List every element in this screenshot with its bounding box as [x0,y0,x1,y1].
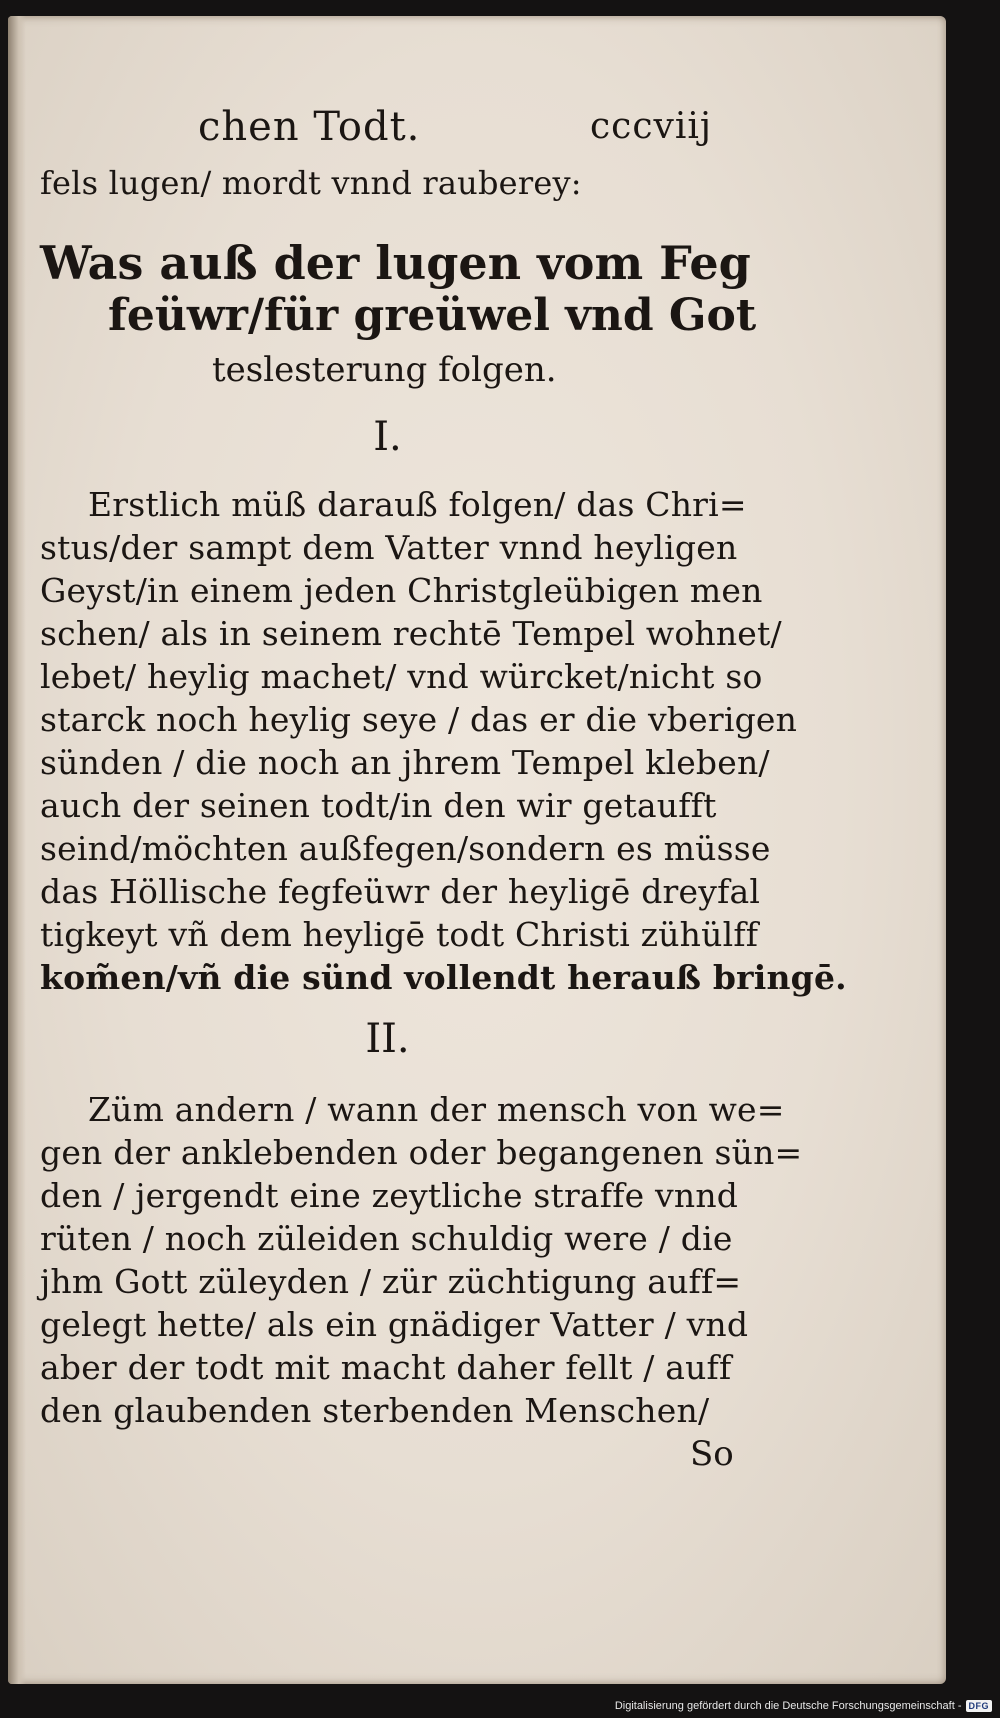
text-line: lebet/ heylig machet/ vnd würcket/nicht so [40,657,763,696]
text-line: Züm andern / wann der mensch von we= [88,1090,785,1129]
text-line: seind/möchten außfegen/sondern es müsse [40,829,771,868]
heading-line-1: Was auß der lugen vom Feg [40,236,751,290]
text-line: stus/der sampt dem Vatter vnnd heyligen [40,528,738,567]
text-line: sünden / die noch an jhrem Tempel kleben/ [40,743,770,782]
footer-text: Digitalisierung gefördert durch die Deutsche Forschungsgemeinschaft - [614,1700,962,1712]
intro-line: fels lugen/ mordt vnnd rauberey: [40,164,582,202]
text-line: starck noch heylig seye / das er die vberigen [40,700,798,739]
running-header: chen Todt. [198,104,421,150]
section-numeral-1: I. [373,414,402,460]
catchword: So [690,1434,734,1474]
text-line: Geyst/in einem jeden Christgleübigen men [40,571,763,610]
text-line: den glaubenden sterbenden Menschen/ [40,1391,710,1430]
dfg-logo-icon: DFG [966,1700,993,1712]
digitization-footer [615,1698,992,1714]
text-line: gen der anklebenden oder begangenen sün= [40,1133,803,1172]
text-line: aber der todt mit macht daher fellt / auff [40,1348,732,1387]
folio-number: cccviij [590,106,713,147]
text-line: tigkeyt vñ dem heyligē todt Christi zühülff [40,915,759,954]
text-line: schen/ als in seinem rechtē Tempel wohnet/ [40,614,782,653]
text-line: Erstlich müß darauß folgen/ das Chri= [88,485,747,524]
text-line: auch der seinen todt/in den wir getaufft [40,786,717,825]
text-line: jhm Gott züleyden / zür züchtigung auff= [40,1262,742,1301]
text-line: rüten / noch züleiden schuldig were / die [40,1219,733,1258]
page-gutter [8,16,26,1684]
text-line: kom̃en/vñ die sünd vollendt herauß bringē. [40,958,847,997]
heading-line-3: teslesterung folgen. [212,350,557,390]
heading-line-2: feüwr/für greüwel vnd Got [108,290,757,341]
text-line: gelegt hette/ als ein gnädiger Vatter / vnd [40,1305,749,1344]
text-line: den / jergendt eine zeytliche straffe vnnd [40,1176,739,1215]
section-numeral-2: II. [365,1016,410,1062]
text-line: das Höllische fegfeüwr der heyligē dreyfal [40,872,761,911]
